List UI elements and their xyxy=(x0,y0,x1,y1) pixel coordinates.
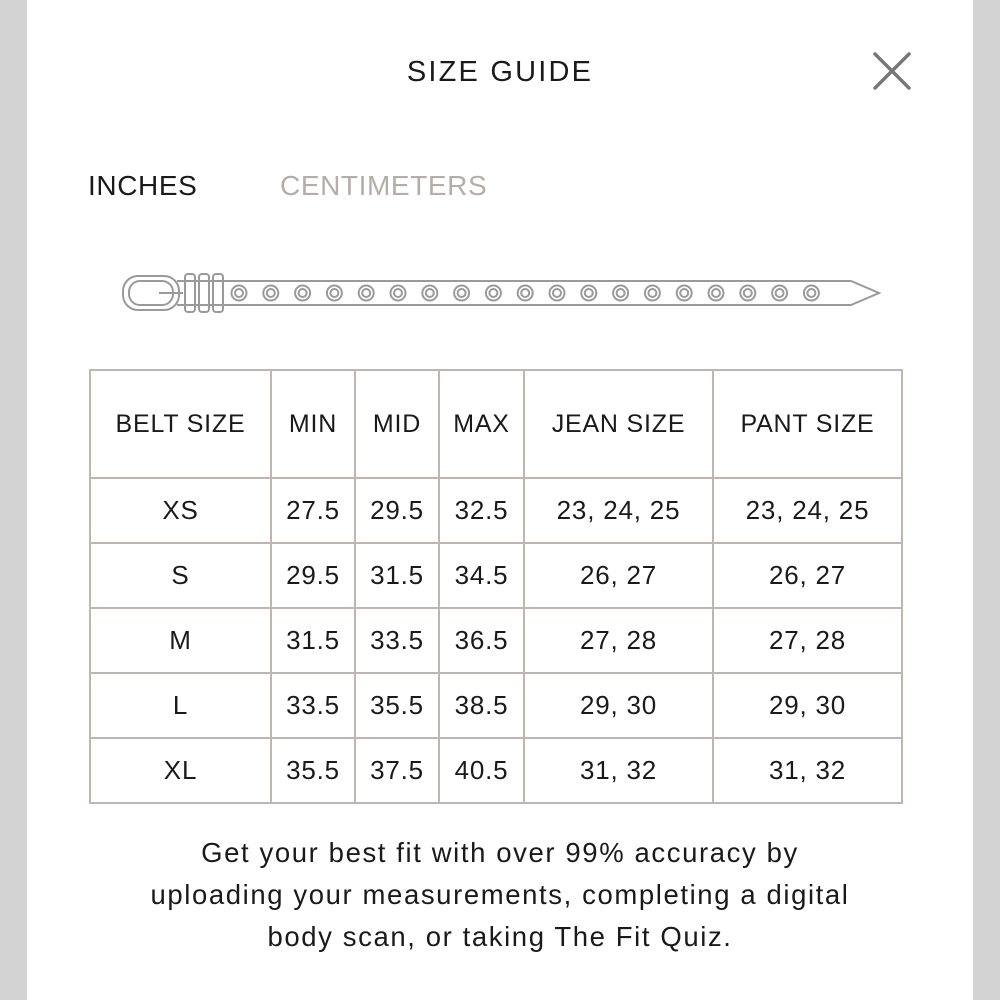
belt-hole xyxy=(263,286,278,301)
cell-pant-size: 29, 30 xyxy=(713,673,902,738)
belt-hole-inner xyxy=(426,289,434,297)
belt-hole xyxy=(422,286,437,301)
header-belt-size: BELT SIZE xyxy=(90,370,271,478)
tab-inches[interactable]: INCHES xyxy=(88,170,198,201)
cell-belt-size: M xyxy=(90,608,271,673)
header-min: MIN xyxy=(271,370,355,478)
cell-max: 32.5 xyxy=(439,478,524,543)
belt-hole xyxy=(804,286,819,301)
close-icon[interactable] xyxy=(871,50,913,92)
belt-hole xyxy=(391,286,406,301)
cell-pant-size: 27, 28 xyxy=(713,608,902,673)
table-row xyxy=(90,478,902,543)
table-row xyxy=(90,673,902,738)
belt-hole xyxy=(486,286,501,301)
cell-mid: 37.5 xyxy=(355,738,439,803)
belt-hole-inner xyxy=(776,289,784,297)
belt-hole-inner xyxy=(362,289,370,297)
cell-max: 40.5 xyxy=(439,738,524,803)
belt-hole-inner xyxy=(712,289,720,297)
belt-hole-inner xyxy=(458,289,466,297)
cell-mid: 31.5 xyxy=(355,543,439,608)
cell-max: 38.5 xyxy=(439,673,524,738)
fit-description-line: uploading your measurements, completing a digital xyxy=(150,879,850,910)
cell-jean-size: 27, 28 xyxy=(524,608,713,673)
belt-hole-inner xyxy=(235,289,243,297)
belt-hole xyxy=(772,286,787,301)
belt-hole xyxy=(645,286,660,301)
cell-jean-size: 23, 24, 25 xyxy=(524,478,713,543)
tab-centimeters[interactable]: CENTIMETERS xyxy=(280,170,488,201)
belt-hole-inner xyxy=(585,289,593,297)
belt-hole-inner xyxy=(807,289,815,297)
belt-hole xyxy=(295,286,310,301)
belt-hole-inner xyxy=(744,289,752,297)
cell-pant-size: 31, 32 xyxy=(713,738,902,803)
belt-hole xyxy=(709,286,724,301)
cell-min: 31.5 xyxy=(271,608,355,673)
belt-hole-inner xyxy=(267,289,275,297)
fit-description-line: body scan, or taking The Fit Quiz. xyxy=(267,921,733,952)
belt-hole-inner xyxy=(394,289,402,297)
header-pant-size: PANT SIZE xyxy=(713,370,902,478)
cell-min: 29.5 xyxy=(271,543,355,608)
cell-pant-size: 23, 24, 25 xyxy=(713,478,902,543)
belt-hole-inner xyxy=(521,289,529,297)
table-row xyxy=(90,543,902,608)
fit-description xyxy=(87,832,913,958)
cell-belt-size: S xyxy=(90,543,271,608)
belt-icon xyxy=(121,270,881,318)
belt-hole xyxy=(518,286,533,301)
cell-mid: 35.5 xyxy=(355,673,439,738)
belt-hole xyxy=(613,286,628,301)
size-guide-modal xyxy=(27,0,973,1000)
table-header-row xyxy=(90,370,902,478)
cell-jean-size: 31, 32 xyxy=(524,738,713,803)
belt-hole xyxy=(677,286,692,301)
belt-hole xyxy=(550,286,565,301)
cell-jean-size: 29, 30 xyxy=(524,673,713,738)
belt-hole xyxy=(454,286,469,301)
cell-min: 35.5 xyxy=(271,738,355,803)
cell-pant-size: 26, 27 xyxy=(713,543,902,608)
cell-min: 33.5 xyxy=(271,673,355,738)
belt-hole-inner xyxy=(553,289,561,297)
close-button[interactable] xyxy=(871,50,913,92)
size-table xyxy=(89,369,903,804)
cell-max: 36.5 xyxy=(439,608,524,673)
table-row xyxy=(90,738,902,803)
belt-hole-inner xyxy=(680,289,688,297)
header-jean-size: JEAN SIZE xyxy=(524,370,713,478)
cell-belt-size: L xyxy=(90,673,271,738)
cell-mid: 33.5 xyxy=(355,608,439,673)
belt-hole-inner xyxy=(330,289,338,297)
table-row xyxy=(90,608,902,673)
belt-hole xyxy=(740,286,755,301)
belt-hole-inner xyxy=(299,289,307,297)
belt-hole-inner xyxy=(617,289,625,297)
belt-hole xyxy=(327,286,342,301)
belt-hole xyxy=(581,286,596,301)
belt-hole-inner xyxy=(489,289,497,297)
cell-max: 34.5 xyxy=(439,543,524,608)
cell-belt-size: XS xyxy=(90,478,271,543)
header-mid: MID xyxy=(355,370,439,478)
fit-description-line: Get your best fit with over 99% accuracy by xyxy=(201,837,799,868)
belt-hole xyxy=(232,286,247,301)
cell-belt-size: XL xyxy=(90,738,271,803)
cell-min: 27.5 xyxy=(271,478,355,543)
belt-hole xyxy=(359,286,374,301)
cell-mid: 29.5 xyxy=(355,478,439,543)
belt-hole-inner xyxy=(648,289,656,297)
cell-jean-size: 26, 27 xyxy=(524,543,713,608)
modal-title: SIZE GUIDE xyxy=(406,56,594,88)
header-max: MAX xyxy=(439,370,524,478)
